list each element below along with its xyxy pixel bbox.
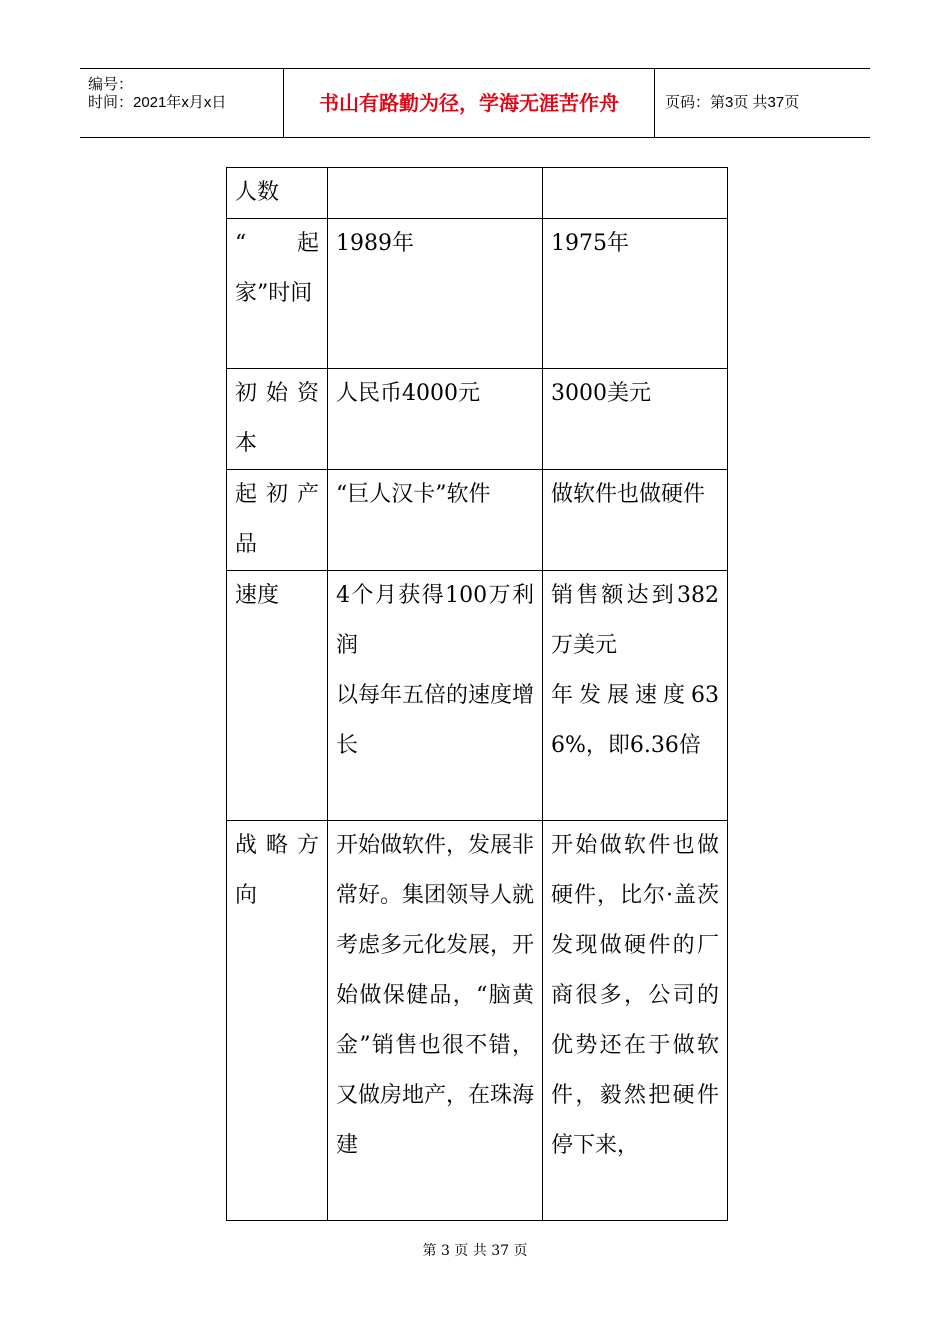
- table-row: [227, 571, 728, 821]
- header-motto: 书山有路勤为径，学海无涯苦作舟: [284, 69, 655, 137]
- table-row: [227, 470, 728, 571]
- cell-b: [543, 571, 728, 821]
- comparison-table: [226, 167, 728, 1221]
- cell-text: 1975年: [551, 231, 629, 256]
- table-row: [227, 821, 728, 1221]
- cell-text: 3000美元: [551, 381, 651, 406]
- row-label: 初始资本: [227, 369, 328, 470]
- cell-a: [328, 369, 543, 470]
- cell-b: [543, 168, 728, 219]
- page-header: [80, 68, 870, 138]
- cell-text: 人民币4000元: [336, 381, 480, 406]
- cell-text: 做软件也做硬件: [551, 482, 706, 507]
- cell-text: “巨人汉卡”软件: [336, 482, 491, 507]
- cell-text: 年发展速度636%，即6.36倍: [551, 683, 719, 758]
- header-number: 编号：: [88, 76, 134, 93]
- cell-text: 4个月获得100万利润: [336, 583, 534, 658]
- cell-text: 开始做软件也做硬件，比尔·盖茨发现做硬件的厂商很多，公司的优势还在于做软件，毅然把硬件停下来，: [551, 833, 719, 1158]
- cell-b: [543, 821, 728, 1221]
- cell-text: 销售额达到382万美元: [551, 583, 719, 658]
- cell-b: [543, 369, 728, 470]
- cell-a: [328, 821, 543, 1221]
- cell-a: [328, 168, 543, 219]
- table-row: [227, 219, 728, 369]
- cell-text: 1989年: [336, 231, 414, 256]
- cell-a: [328, 470, 543, 571]
- page-footer: 第 3 页 共 37 页: [422, 1243, 528, 1259]
- header-page-info: 页码：第3页 共37页: [665, 94, 800, 111]
- cell-b: [543, 219, 728, 369]
- table-row: [227, 168, 728, 219]
- row-label: 战略方向: [227, 821, 328, 1221]
- header-meta: [80, 69, 284, 137]
- header-time: 时间：2021年x月x日: [88, 94, 227, 111]
- cell-b: [543, 470, 728, 571]
- cell-a: [328, 571, 543, 821]
- row-label: 人数: [227, 168, 328, 219]
- row-label: 速度: [227, 571, 328, 821]
- cell-a: [328, 219, 543, 369]
- row-label: “起家”时间: [227, 219, 328, 369]
- cell-text: 开始做软件，发展非常好。集团领导人就考虑多元化发展，开始做保健品，“脑黄金”销售也很不错，又做房地产，在珠海建: [336, 833, 535, 1158]
- table-row: [227, 369, 728, 470]
- cell-text: 以每年五倍的速度增长: [336, 683, 535, 758]
- row-label: 起初产品: [227, 470, 328, 571]
